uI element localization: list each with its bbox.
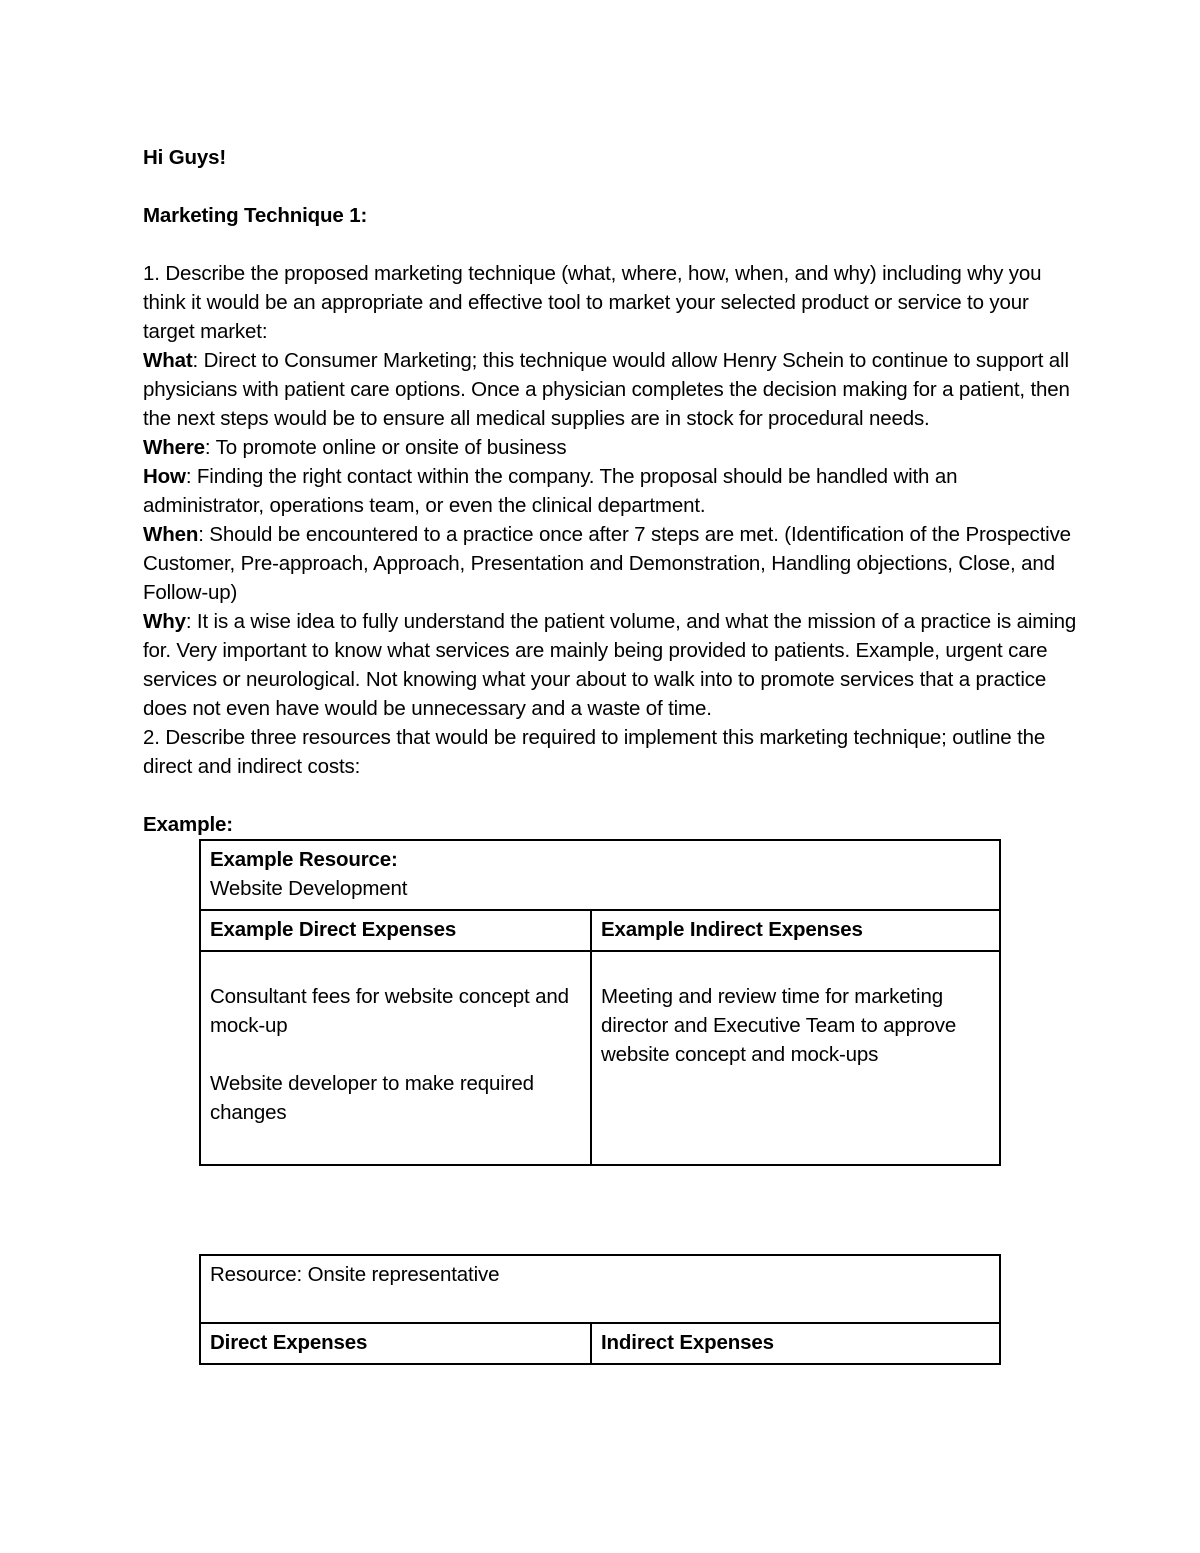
cell-example-direct-expenses (200, 951, 591, 1165)
example-label: Example: (143, 813, 233, 836)
paragraph-why (143, 607, 1078, 723)
example-direct-item-1: Consultant fees for website concept and mock-up (210, 985, 569, 1037)
paragraph-question-1: 1. Describe the proposed marketing technique (what, where, how, when, and why) including why you think it would be an appropriate and effective tool to market your selected product or service to your target market: (143, 262, 1042, 343)
example-direct-item-2: Website developer to make required changes (210, 1072, 534, 1124)
table-row-onsite-headers (200, 1323, 1000, 1364)
paragraph-what (143, 346, 1078, 433)
cell-onsite-resource-line: Resource: Onsite representative (200, 1255, 1000, 1323)
paragraph-where (143, 433, 1078, 462)
paragraph-how (143, 462, 1078, 520)
text-what: : Direct to Consumer Marketing; this technique would allow Henry Schein to continue to support all physicians with patient care options. Once a physician completes the decision making for a patient, then the next steps would be to ensure all medical supplies are in stock for procedural needs. (143, 349, 1070, 430)
cell-example-indirect-expenses (591, 951, 1000, 1165)
label-why: Why (143, 610, 186, 633)
text-where: : To promote online or onsite of business (204, 436, 567, 459)
header-example-indirect-expenses: Example Indirect Expenses (591, 910, 1000, 951)
paragraph-when (143, 520, 1078, 607)
label-when: When (143, 523, 199, 546)
example-resource-name: Website Development (210, 877, 408, 900)
text-why: : It is a wise idea to fully understand the patient volume, and what the mission of a practice is aiming for. Very important to know what services are mainly being provided to patients. Example, urgent care services or neurological. Not knowing what your about to walk into to promote services that a practice does not even have would be unnecessary and a waste of time. (143, 610, 1077, 720)
table-spacer (143, 1166, 1080, 1254)
label-what: What (143, 349, 193, 372)
header-indirect-expenses: Indirect Expenses (591, 1323, 1000, 1364)
label-how: How (143, 465, 186, 488)
table-row-body (200, 951, 1000, 1165)
header-example-direct-expenses: Example Direct Expenses (200, 910, 591, 951)
table-row-headers (200, 910, 1000, 951)
greeting-line: Hi Guys! (143, 146, 227, 169)
text-how: : Finding the right contact within the company. The proposal should be handled with an administrator, operations team, or even the clinical department. (143, 465, 958, 517)
onsite-resource-table (199, 1254, 1001, 1365)
label-where: Where (143, 436, 205, 459)
example-indirect-item-1: Meeting and review time for marketing director and Executive Team to approve website concept and mock-ups (601, 985, 957, 1066)
section-heading: Marketing Technique 1: (143, 204, 368, 227)
paragraph-question-2: 2. Describe three resources that would be required to implement this marketing technique; outline the direct and indirect costs: (143, 726, 1046, 778)
text-when: : Should be encountered to a practice once after 7 steps are met. (Identification of the Prospective Customer, Pre-approach, Approach, Presentation and Demonstration, Handling objections, Close, and Follow-up) (143, 523, 1071, 604)
header-direct-expenses: Direct Expenses (200, 1323, 591, 1364)
document-body (143, 143, 1080, 1365)
table-row-onsite-resource (200, 1255, 1000, 1323)
example-resource-table (199, 839, 1001, 1166)
example-resource-title: Example Resource: (210, 848, 398, 871)
cell-resource-title (200, 840, 1000, 910)
cell-item-gap (210, 1040, 581, 1069)
blank-line-spacer (143, 781, 1080, 810)
table-row-resource-title (200, 840, 1000, 910)
